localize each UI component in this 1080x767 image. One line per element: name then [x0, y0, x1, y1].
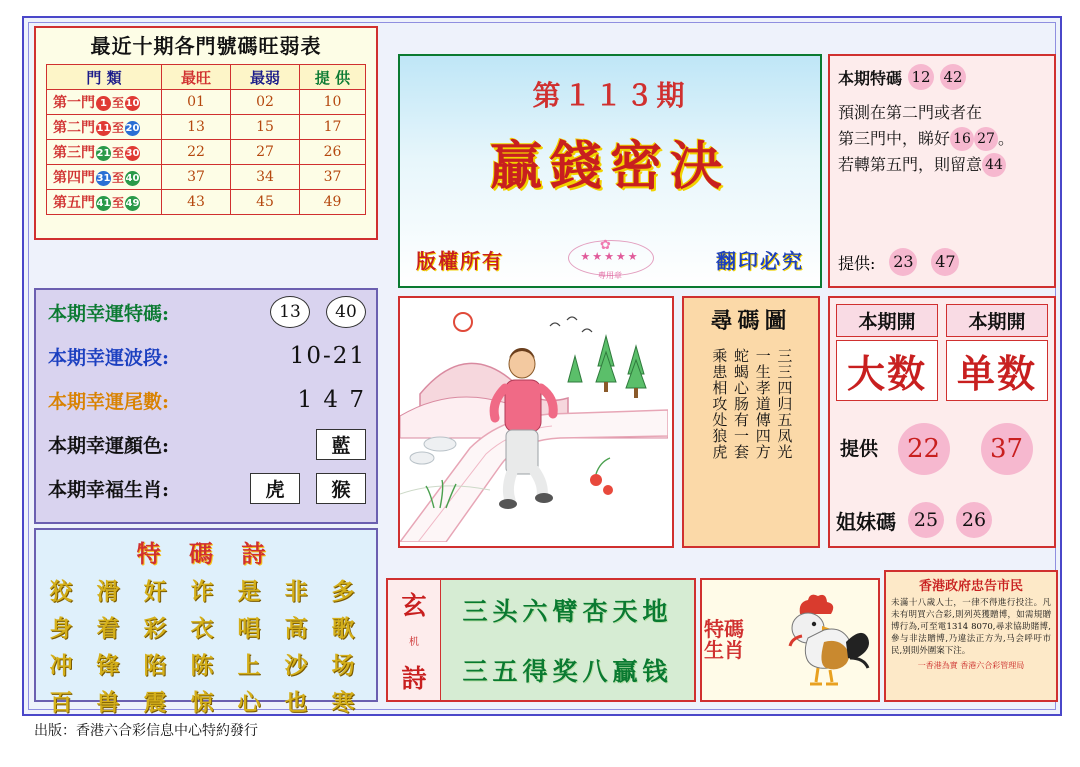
prediction-line-2-pre: 第三門中，睇好 [838, 128, 951, 148]
xunma-column: 一生孝道傳四方 [753, 348, 772, 460]
special-code-panel [828, 54, 1056, 288]
cell-hottest: 01 [162, 90, 231, 115]
runner-illustration [400, 298, 668, 542]
copyright-left: 版權所有 [416, 249, 504, 273]
lucky-values-wave [290, 343, 366, 369]
prediction-num-27: 27 [974, 127, 998, 151]
notice-body: 未滿十八歲人士，一律不得進行投注。凡未有明買六合彩,則列英獲贈博，如需規贈博行為,可至電1314 8070,尋求協助賭博,參与非法贈博,乃違法正方为,马会呼吁市民,别則外圍案下注。 [891, 598, 1051, 657]
lucky-label-color: 本期幸運顏色: [48, 434, 170, 457]
cell-hottest: 22 [162, 140, 231, 165]
poem-panel [34, 528, 378, 716]
table-row [47, 190, 366, 215]
xunma-title: 尋碼圖 [710, 308, 792, 334]
zodiac-image [746, 580, 878, 700]
sister-code-2: 26 [956, 502, 992, 538]
prediction-line-1: 預測在第二門或者在 [838, 103, 983, 122]
cell-provide: 17 [300, 115, 366, 140]
lucky-label-special: 本期幸運特碼: [48, 302, 170, 325]
current-draw-words [836, 340, 1048, 401]
special-code-text [838, 100, 1046, 178]
prediction-line-3 [838, 152, 1046, 178]
illustration-panel [398, 296, 674, 548]
lucky-row [36, 466, 376, 510]
frequency-table [46, 64, 366, 215]
poem-line: 百 兽 震 惊 心 也 寒 [49, 689, 363, 716]
table-row [47, 165, 366, 190]
lucky-values-special [270, 296, 366, 328]
lucky-row [36, 378, 376, 422]
lucky-special-2: 40 [326, 296, 366, 328]
lucky-special-1: 13 [270, 296, 310, 328]
special-code-ball-2: 42 [940, 64, 966, 90]
cell-provide: 26 [300, 140, 366, 165]
special-code-label: 本期特碼 [838, 68, 903, 88]
banner-title: 贏錢密決 [489, 136, 730, 197]
current-draw-provide-label: 提供 [839, 437, 878, 460]
copyright-right: 翻印必究 [716, 249, 804, 273]
sister-code-label: 姐妹碼 [836, 509, 896, 534]
special-code-provide [838, 248, 1046, 276]
range-to-ball: 30 [125, 147, 140, 159]
cell-hottest: 43 [162, 190, 231, 215]
xuanshi-char-bottom: 詩 [401, 663, 427, 693]
special-code-ball-1: 12 [908, 64, 934, 90]
lucky-values-tail [297, 387, 366, 413]
xunma-column: 乘患相攻处狼虎 [710, 348, 729, 460]
xunma-panel [682, 296, 820, 548]
special-provide-2: 47 [931, 248, 959, 276]
prediction-num-44: 44 [982, 153, 1006, 177]
lucky-label-tail: 本期幸運尾數: [48, 390, 170, 413]
current-draw-numbers [882, 423, 1048, 475]
special-provide-1: 23 [889, 248, 917, 276]
cell-provide: 49 [300, 190, 366, 215]
notice-title: 香港政府忠告市民 [918, 579, 1023, 594]
frequency-table-panel [34, 26, 378, 240]
xunma-column: 蛇蝎心肠有一套 [732, 348, 750, 460]
row-category: 第一門 1 至 10 [47, 90, 162, 115]
xuanshi-lines [441, 580, 694, 700]
issue-number: 第１１３期 [532, 79, 688, 112]
table-row [47, 90, 366, 115]
zodiac-panel [700, 578, 880, 702]
lucky-values-zodiac [250, 473, 366, 504]
government-notice-panel [884, 570, 1058, 702]
cell-hottest: 37 [162, 165, 231, 190]
lucky-color-value: 藍 [316, 429, 366, 460]
zodiac-label: 特碼生肖 [704, 617, 744, 662]
xuanshi-char-top: 玄 [401, 590, 427, 620]
xuanshi-char-sub: 机 [409, 636, 419, 648]
xunma-columns [688, 348, 814, 540]
lucky-row [36, 422, 376, 466]
col-header-category: 門 類 [47, 65, 162, 90]
lucky-row [36, 290, 376, 334]
current-draw-number-2: 37 [981, 423, 1033, 475]
flower-icon: ✿ [600, 238, 611, 253]
cell-coldest: 15 [231, 115, 300, 140]
frequency-table-title: 最近十期各門號碼旺弱表 [90, 34, 322, 58]
row-category: 第三門 21 至 30 [47, 140, 162, 165]
cell-hottest: 13 [162, 115, 231, 140]
seal-stamp-icon [562, 234, 658, 280]
sister-code-1: 25 [908, 502, 944, 538]
cell-coldest: 45 [231, 190, 300, 215]
cell-provide: 10 [300, 90, 366, 115]
cell-coldest: 34 [231, 165, 300, 190]
table-row [47, 140, 366, 165]
lucky-panel [34, 288, 378, 524]
current-draw-number-1: 22 [898, 423, 950, 475]
publisher-footer: 出版：香港六合彩信息中心特約發行 [34, 723, 258, 739]
seal-stars: ★★★★★ [580, 250, 640, 263]
xuanshi-line: 三头六臂杏天地 [462, 597, 673, 626]
cell-provide: 37 [300, 165, 366, 190]
lucky-row [36, 334, 376, 378]
range-to-ball: 20 [125, 122, 140, 134]
lucky-wave-value: 10-21 [289, 343, 366, 369]
col-header-hottest: 最旺 [162, 65, 231, 90]
prediction-line-2 [838, 126, 1046, 152]
special-provide-label: 提供: [838, 253, 876, 273]
range-to-ball: 10 [125, 97, 140, 109]
poem-title: 特 碼 詩 [136, 539, 276, 568]
seal-text: 專用章 [598, 271, 622, 280]
lucky-label-wave: 本期幸運波段: [48, 346, 170, 369]
cell-coldest: 27 [231, 140, 300, 165]
range-to-ball: 40 [125, 172, 140, 184]
notice-footer: 一香港為實 香港六合彩管理局 [917, 661, 1025, 671]
range-from-ball: 41 [96, 197, 111, 209]
row-category: 第五門 41 至 49 [47, 190, 162, 215]
lucky-zodiac-2: 猴 [316, 473, 366, 504]
range-to-ball: 49 [125, 197, 140, 209]
col-header-provide: 提 供 [300, 65, 366, 90]
row-category: 第四門 31 至 40 [47, 165, 162, 190]
current-draw-panel [828, 296, 1056, 548]
xuanshi-panel [386, 578, 696, 702]
current-draw-headers [836, 304, 1048, 337]
current-draw-word-big: 大数 [836, 340, 938, 401]
lucky-zodiac-1: 虎 [250, 473, 300, 504]
banner-panel [398, 54, 822, 288]
xuanshi-label [388, 580, 441, 700]
row-category: 第二門 11 至 20 [47, 115, 162, 140]
current-draw-word-odd: 单数 [946, 340, 1048, 401]
range-from-ball: 1 [96, 96, 111, 111]
current-draw-header-2: 本期開 [946, 304, 1048, 337]
range-from-ball: 21 [96, 147, 111, 159]
current-draw-provide-row [836, 410, 1048, 488]
range-from-ball: 11 [96, 122, 111, 134]
prediction-num-16: 16 [950, 127, 974, 151]
cell-coldest: 02 [231, 90, 300, 115]
poem-line: 狡 滑 奸 诈 是 非 多 [49, 578, 363, 605]
xunma-column: 三三四归五凤光 [775, 348, 794, 460]
lucky-values-color [316, 429, 366, 460]
table-header-row [47, 65, 366, 90]
special-code-header [838, 64, 966, 90]
current-draw-header-1: 本期開 [836, 304, 938, 337]
lucky-tail-value: 1 4 7 [297, 387, 366, 413]
poem-line: 身 着 彩 衣 唱 高 歌 [49, 615, 363, 642]
poem-line: 冲 锋 陷 陈 上 沙 场 [49, 652, 363, 679]
prediction-line-3-pre: 若轉第五門，則留意 [838, 154, 983, 174]
rooster-icon [746, 580, 874, 692]
prediction-line-2-post: 。 [998, 128, 1015, 148]
col-header-coldest: 最弱 [231, 65, 300, 90]
sister-code-row [836, 502, 1048, 538]
table-row [47, 115, 366, 140]
lucky-label-zodiac: 本期幸福生肖: [48, 478, 170, 501]
range-from-ball: 31 [96, 172, 111, 184]
xuanshi-line: 三五得奖八贏钱 [462, 657, 673, 686]
